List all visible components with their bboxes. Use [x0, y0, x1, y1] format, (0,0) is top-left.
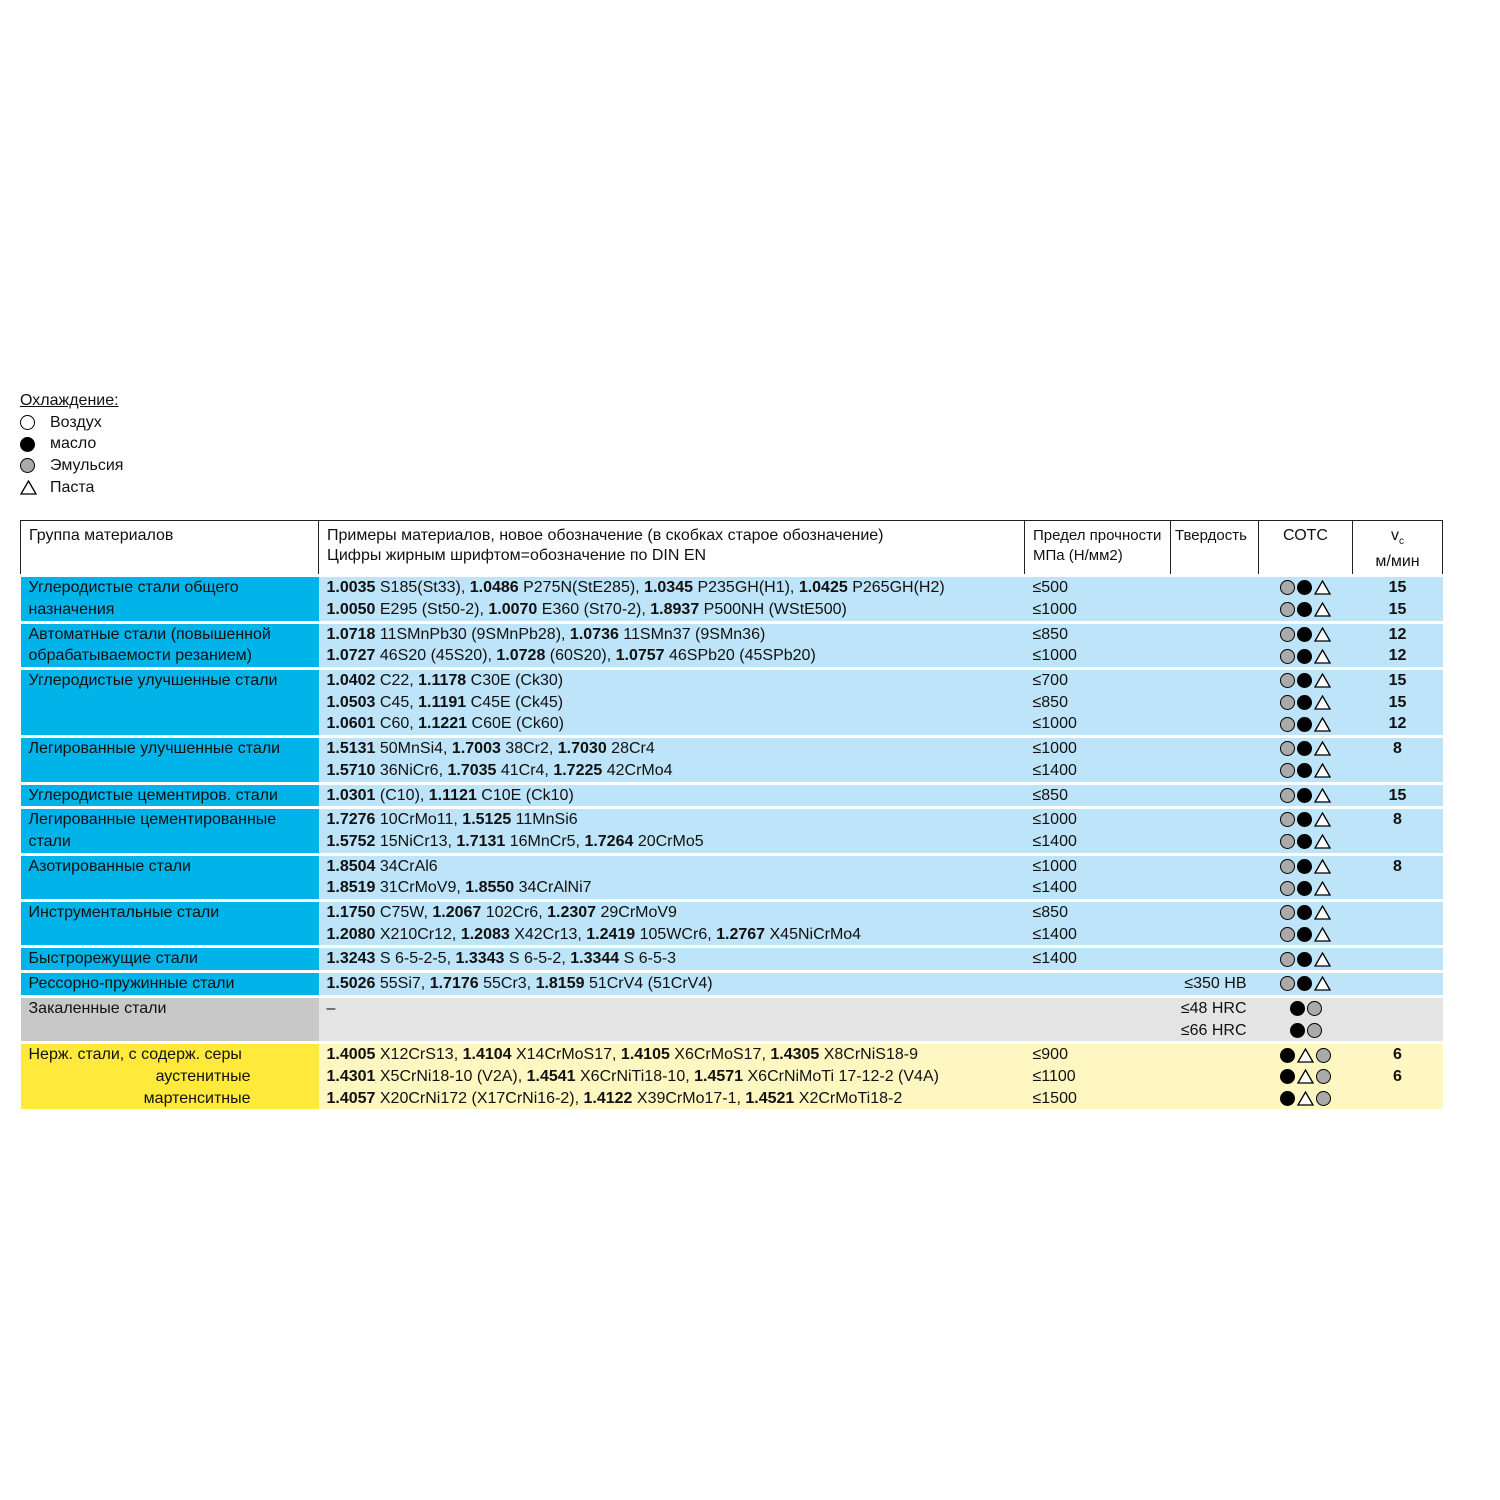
emulsion-icon: [1280, 741, 1295, 756]
vc-value: 8: [1353, 808, 1443, 831]
material-examples: 1.0718 11SMnPb30 (9SMnPb28), 1.0736 11SMn37 (9SMn36): [319, 622, 1025, 645]
paste-icon: [1314, 673, 1331, 688]
hardness-value: [1171, 1043, 1259, 1066]
material-subgroup: [21, 1066, 319, 1088]
hardness-value: ≤48 HRC: [1171, 996, 1259, 1019]
oil-icon: [1297, 673, 1312, 688]
emulsion-icon: [1316, 1069, 1331, 1084]
paste-icon: [1314, 741, 1331, 756]
oil-icon: [1297, 763, 1312, 778]
strength-value: ≤1000: [1025, 854, 1171, 877]
vc-value: 15: [1353, 576, 1443, 599]
oil-icon: [1297, 788, 1312, 803]
paste-icon: [1297, 1048, 1314, 1063]
hardness-value: [1171, 1066, 1259, 1088]
emulsion-icon: [1307, 1023, 1322, 1038]
coolant-icons: [1259, 1043, 1353, 1066]
emulsion-icon: [20, 458, 35, 473]
table-row: [21, 1066, 1443, 1088]
material-group: Углеродистые цементиров. стали: [21, 783, 319, 808]
vc-value: [1353, 947, 1443, 972]
paste-icon: [1314, 763, 1331, 778]
material-examples: 1.0601 C60, 1.1221 C60E (Ck60): [319, 713, 1025, 736]
emulsion-icon: [1280, 649, 1295, 664]
oil-icon: [1297, 859, 1312, 874]
material-examples: 1.0301 (C10), 1.1121 C10E (Ck10): [319, 783, 1025, 808]
table-row: [21, 972, 1443, 997]
material-group: Закаленные стали: [21, 996, 319, 1042]
material-examples: 1.0402 C22, 1.1178 C30E (Ck30): [319, 669, 1025, 692]
strength-value: [1025, 972, 1171, 997]
table-row: [21, 622, 1443, 645]
hardness-value: [1171, 645, 1259, 668]
hardness-value: [1171, 947, 1259, 972]
strength-value: ≤1500: [1025, 1088, 1171, 1110]
vc-value: [1353, 924, 1443, 947]
legend-label: Паста: [50, 478, 95, 496]
paste-icon: [1314, 627, 1331, 642]
material-examples: 1.0503 C45, 1.1191 C45E (Ck45): [319, 692, 1025, 714]
table-row: [21, 576, 1443, 599]
hardness-value: [1171, 854, 1259, 877]
strength-value: ≤1000: [1025, 713, 1171, 736]
strength-value: ≤500: [1025, 576, 1171, 599]
vc-value: 6: [1353, 1066, 1443, 1088]
material-group: Легированные улучшенные стали: [21, 737, 319, 783]
coolant-icons: [1259, 737, 1353, 760]
oil-icon: [1297, 602, 1312, 617]
hardness-value: [1171, 576, 1259, 599]
header-examples: Примеры материалов, новое обозначение (в скобках старое обозначение) Цифры жирным шрифтом=обозначение по DIN EN: [319, 521, 1025, 576]
emulsion-icon: [1280, 952, 1295, 967]
subgroup-label: мартенситные: [143, 1089, 251, 1107]
oil-icon: [1297, 695, 1312, 710]
table-row: [21, 854, 1443, 877]
emulsion-icon: [1280, 976, 1295, 991]
strength-value: ≤1000: [1025, 599, 1171, 622]
hardness-value: [1171, 901, 1259, 924]
air-icon: [20, 415, 35, 430]
material-examples: 1.0727 46S20 (45S20), 1.0728 (60S20), 1.0757 46SPb20 (45SPb20): [319, 645, 1025, 668]
emulsion-icon: [1280, 788, 1295, 803]
table-row: [21, 783, 1443, 808]
strength-value: ≤1000: [1025, 645, 1171, 668]
paste-icon: [1314, 927, 1331, 942]
strength-value: [1025, 1020, 1171, 1043]
material-group: Быстрорежущие стали: [21, 947, 319, 972]
material-examples: 1.1750 C75W, 1.2067 102Cr6, 1.2307 29CrMoV9: [319, 901, 1025, 924]
material-examples: 1.3243 S 6-5-2-5, 1.3343 S 6-5-2, 1.3344 S 6-5-3: [319, 947, 1025, 972]
vc-value: [1353, 972, 1443, 997]
coolant-icons: [1259, 622, 1353, 645]
table-row: [21, 1043, 1443, 1066]
table-row: [21, 1088, 1443, 1110]
paste-icon: [1314, 695, 1331, 710]
coolant-icons: [1259, 1020, 1353, 1043]
oil-icon: [1297, 649, 1312, 664]
material-examples: 1.8519 31CrMoV9, 1.8550 34CrAlNi7: [319, 877, 1025, 900]
table-row: [21, 901, 1443, 924]
legend-label: Воздух: [50, 413, 102, 431]
strength-value: ≤1000: [1025, 808, 1171, 831]
emulsion-icon: [1280, 763, 1295, 778]
strength-value: ≤1400: [1025, 924, 1171, 947]
strength-value: ≤850: [1025, 692, 1171, 714]
emulsion-icon: [1280, 580, 1295, 595]
strength-value: ≤850: [1025, 783, 1171, 808]
strength-value: ≤900: [1025, 1043, 1171, 1066]
material-group: Азотированные стали: [21, 854, 319, 900]
coolant-icons: [1259, 760, 1353, 783]
legend-item-paste: [20, 477, 123, 499]
hardness-value: ≤66 HRC: [1171, 1020, 1259, 1043]
emulsion-icon: [1280, 834, 1295, 849]
coolant-icons: [1259, 996, 1353, 1019]
emulsion-icon: [1316, 1091, 1331, 1106]
material-examples: –: [319, 996, 1025, 1019]
header-hardness: Твердость: [1171, 521, 1259, 576]
material-subgroup: [21, 1088, 319, 1110]
strength-value: ≤1400: [1025, 760, 1171, 783]
vc-value: 12: [1353, 713, 1443, 736]
paste-icon: [1314, 905, 1331, 920]
table-row: [21, 669, 1443, 692]
emulsion-icon: [1280, 627, 1295, 642]
strength-value: ≤1100: [1025, 1066, 1171, 1088]
coolant-icons: [1259, 713, 1353, 736]
hardness-value: [1171, 808, 1259, 831]
material-examples: 1.5026 55Si7, 1.7176 55Cr3, 1.8159 51CrV4 (51CrV4): [319, 972, 1025, 997]
vc-value: [1353, 877, 1443, 900]
hardness-value: [1171, 760, 1259, 783]
oil-icon: [1297, 812, 1312, 827]
material-examples: 1.7276 10CrMo11, 1.5125 11MnSi6: [319, 808, 1025, 831]
material-group: Легированные цементированные стали: [21, 808, 319, 854]
header-group: Группа материалов: [21, 521, 319, 576]
oil-icon: [1297, 627, 1312, 642]
subgroup-label: аустенитные: [155, 1067, 251, 1085]
material-examples: 1.0050 E295 (St50-2), 1.0070 E360 (St70-2), 1.8937 P500NH (WStE500): [319, 599, 1025, 622]
material-group: Углеродистые улучшенные стали: [21, 669, 319, 737]
emulsion-icon: [1280, 859, 1295, 874]
material-examples: 1.4057 X20CrNi172 (X17CrNi16-2), 1.4122 X39CrMo17-1, 1.4521 X2CrMoTi18-2: [319, 1088, 1025, 1110]
material-examples: 1.0035 S185(St33), 1.0486 P275N(StE285), 1.0345 P235GH(H1), 1.0425 P265GH(H2): [319, 576, 1025, 599]
material-group: Инструментальные стали: [21, 901, 319, 947]
paste-icon: [1314, 952, 1331, 967]
legend-item-air: [20, 412, 123, 434]
material-examples: 1.5710 36NiCr6, 1.7035 41Cr4, 1.7225 42CrMo4: [319, 760, 1025, 783]
oil-icon: [1290, 1023, 1305, 1038]
material-group: Автоматные стали (повышенной обрабатываемости резанием): [21, 622, 319, 668]
coolant-icons: [1259, 854, 1353, 877]
hardness-value: [1171, 692, 1259, 714]
hardness-value: ≤350 HB: [1171, 972, 1259, 997]
oil-icon: [1290, 1001, 1305, 1016]
oil-icon: [1297, 741, 1312, 756]
oil-icon: [1297, 717, 1312, 732]
paste-icon: [1314, 788, 1331, 803]
material-examples: 1.4005 X12CrS13, 1.4104 X14CrMoS17, 1.4105 X6CrMoS17, 1.4305 X8CrNiS18-9: [319, 1043, 1025, 1066]
coolant-icons: [1259, 783, 1353, 808]
strength-value: ≤1000: [1025, 737, 1171, 760]
oil-icon: [1297, 905, 1312, 920]
coolant-icons: [1259, 692, 1353, 714]
legend-label: Эмульсия: [50, 457, 124, 475]
coolant-icons: [1259, 1088, 1353, 1110]
coolant-icons: [1259, 576, 1353, 599]
paste-icon: [1314, 881, 1331, 896]
strength-value: ≤1400: [1025, 831, 1171, 854]
emulsion-icon: [1280, 695, 1295, 710]
coolant-icons: [1259, 877, 1353, 900]
emulsion-icon: [1316, 1048, 1331, 1063]
paste-icon: [1314, 834, 1331, 849]
legend-item-oil: [20, 433, 123, 455]
header-strength: Предел прочности МПа (Н/мм2): [1025, 521, 1171, 576]
hardness-value: [1171, 924, 1259, 947]
vc-value: [1353, 1020, 1443, 1043]
coolant-icons: [1259, 645, 1353, 668]
vc-value: 12: [1353, 622, 1443, 645]
material-examples: 1.4301 X5CrNi18-10 (V2A), 1.4541 X6CrNiTi18-10, 1.4571 X6CrNiMoTi 17-12-2 (V4A): [319, 1066, 1025, 1088]
emulsion-icon: [1307, 1001, 1322, 1016]
coolant-icons: [1259, 1066, 1353, 1088]
paste-icon: [20, 480, 37, 495]
coolant-icons: [1259, 831, 1353, 854]
emulsion-icon: [1280, 812, 1295, 827]
vc-value: 8: [1353, 854, 1443, 877]
hardness-value: [1171, 669, 1259, 692]
hardness-value: [1171, 737, 1259, 760]
coolant-icons: [1259, 901, 1353, 924]
strength-value: ≤850: [1025, 901, 1171, 924]
coolant-icons: [1259, 972, 1353, 997]
paste-icon: [1314, 717, 1331, 732]
oil-icon: [1297, 976, 1312, 991]
paste-icon: [1314, 580, 1331, 595]
oil-icon: [20, 437, 35, 452]
vc-value: [1353, 996, 1443, 1019]
hardness-value: [1171, 599, 1259, 622]
vc-value: 15: [1353, 599, 1443, 622]
table-row: [21, 947, 1443, 972]
material-group: Нерж. стали, с содерж. серы: [21, 1043, 319, 1066]
material-group: Углеродистые стали общего назначения: [21, 576, 319, 622]
vc-value: 12: [1353, 645, 1443, 668]
vc-value: [1353, 1088, 1443, 1110]
material-examples: [319, 1020, 1025, 1043]
header-coolant: СОТС: [1259, 521, 1353, 576]
material-group: Рессорно-пружинные стали: [21, 972, 319, 997]
legend-item-emulsion: [20, 455, 123, 477]
strength-value: ≤1400: [1025, 947, 1171, 972]
hardness-value: [1171, 877, 1259, 900]
oil-icon: [1280, 1091, 1295, 1106]
coolant-legend: [20, 390, 123, 499]
oil-icon: [1297, 881, 1312, 896]
vc-value: 15: [1353, 783, 1443, 808]
hardness-value: [1171, 783, 1259, 808]
materials-table: [20, 520, 1443, 1109]
header-vc: $v_c$ м/мин: [1353, 521, 1443, 576]
oil-icon: [1297, 927, 1312, 942]
coolant-icons: [1259, 808, 1353, 831]
vc-value: [1353, 901, 1443, 924]
emulsion-icon: [1280, 717, 1295, 732]
hardness-value: [1171, 622, 1259, 645]
vc-value: 6: [1353, 1043, 1443, 1066]
emulsion-icon: [1280, 602, 1295, 617]
legend-title: Охлаждение:: [20, 392, 119, 409]
material-examples: 1.5752 15NiCr13, 1.7131 16MnCr5, 1.7264 20CrMo5: [319, 831, 1025, 854]
coolant-icons: [1259, 924, 1353, 947]
vc-value: [1353, 760, 1443, 783]
table-body: [21, 576, 1443, 1110]
coolant-icons: [1259, 947, 1353, 972]
oil-icon: [1280, 1069, 1295, 1084]
table-header: [21, 521, 1443, 576]
hardness-value: [1171, 831, 1259, 854]
coolant-icons: [1259, 599, 1353, 622]
emulsion-icon: [1280, 673, 1295, 688]
strength-value: [1025, 996, 1171, 1019]
legend-label: масло: [50, 435, 97, 453]
paste-icon: [1314, 649, 1331, 664]
vc-value: [1353, 831, 1443, 854]
material-examples: 1.5131 50MnSi4, 1.7003 38Cr2, 1.7030 28Cr4: [319, 737, 1025, 760]
emulsion-icon: [1280, 905, 1295, 920]
oil-icon: [1297, 580, 1312, 595]
oil-icon: [1297, 952, 1312, 967]
material-examples: 1.8504 34CrAl6: [319, 854, 1025, 877]
hardness-value: [1171, 713, 1259, 736]
paste-icon: [1297, 1069, 1314, 1084]
paste-icon: [1314, 812, 1331, 827]
oil-icon: [1297, 834, 1312, 849]
strength-value: ≤850: [1025, 622, 1171, 645]
coolant-icons: [1259, 669, 1353, 692]
vc-value: 15: [1353, 669, 1443, 692]
strength-value: ≤1400: [1025, 877, 1171, 900]
material-examples: 1.2080 X210Cr12, 1.2083 X42Cr13, 1.2419 105WCr6, 1.2767 X45NiCrMo4: [319, 924, 1025, 947]
table-row: [21, 808, 1443, 831]
table-row: [21, 996, 1443, 1019]
oil-icon: [1280, 1048, 1295, 1063]
emulsion-icon: [1280, 927, 1295, 942]
emulsion-icon: [1280, 881, 1295, 896]
vc-value: 8: [1353, 737, 1443, 760]
paste-icon: [1297, 1091, 1314, 1106]
table-row: [21, 737, 1443, 760]
paste-icon: [1314, 859, 1331, 874]
paste-icon: [1314, 602, 1331, 617]
hardness-value: [1171, 1088, 1259, 1110]
paste-icon: [1314, 976, 1331, 991]
vc-value: 15: [1353, 692, 1443, 714]
strength-value: ≤700: [1025, 669, 1171, 692]
